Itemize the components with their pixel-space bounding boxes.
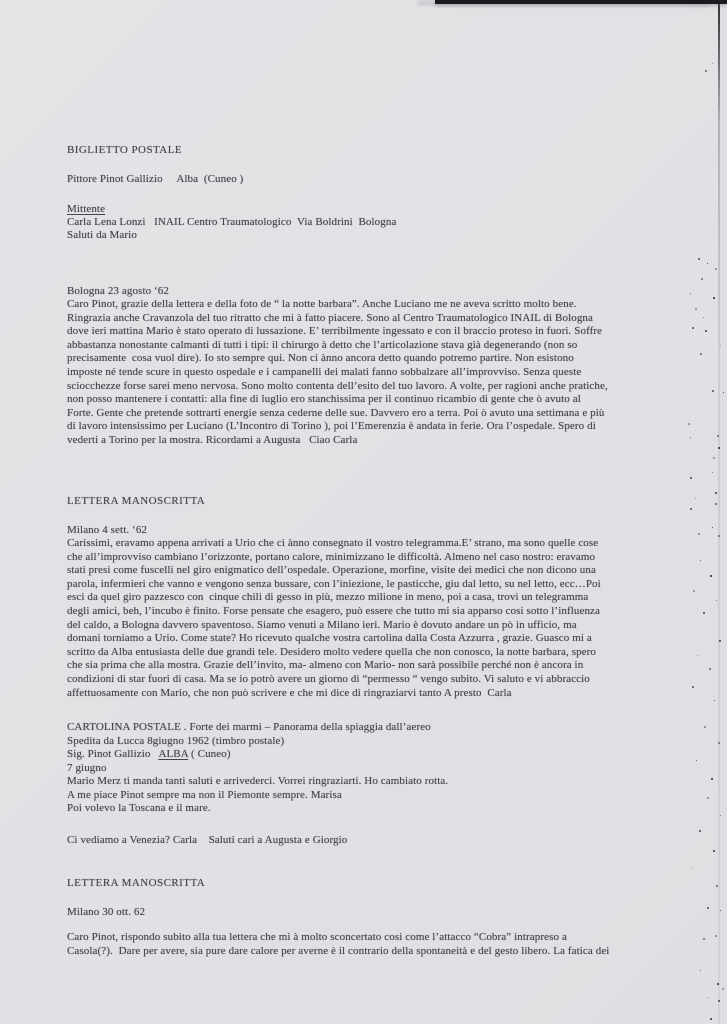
scan-speck [720,910,721,911]
paper-right-edge [718,0,720,1024]
text-line: Caro Pinot, grazie della lettera e della foto de “ la notte barbara”. Anche Luciano me ne aveva scritto molto bene. [67,298,577,310]
saluti-line: Saluti da Mario [67,229,137,241]
scan-speck [692,327,694,329]
lettera1-dateline: Milano 4 sett. ‘62 [67,524,148,536]
text-line: non posso mantenere i contatti: alla fine di luglio ero stanchissima per il continuo ricambio di gente che ò avuto al [67,393,581,406]
lettera1-body [67,537,689,700]
scan-speck [692,686,694,688]
scan-speck [690,477,692,479]
destinatario-post: ( Cuneo) [188,748,231,760]
scan-speck [699,830,701,832]
mittente-line: Carla Lena Lonzi INAIL Centro Traumatologico Via Boldrini Bologna [67,216,397,228]
scan-speck [714,700,715,701]
scan-speck [723,392,724,393]
scan-speck [709,668,711,670]
scan-speck [716,885,718,887]
scan-speck [707,907,709,909]
scan-speck [707,797,709,799]
text-line: esci da quel giro pazzesco con cinque chili di gesso in più, mezzo milione in meno, poi a casa, trovi un telegramma [67,591,589,604]
scan-speck [693,590,695,592]
text-line: stati presi come fuscelli nel giro enigmatico dell’ospedale. Operazione, morfine, visite dei medici che non dicono una [67,564,596,577]
cartolina-spedita-line: Spedita da Lucca 8giugno 1962 (timbro postale) [67,735,285,747]
text-line: abbastanza nonostante calmanti di tutti i tipi: il chirurgo à detto che l’articolazione stava già degenerando (non so [67,338,578,351]
scan-speck [695,498,696,499]
scan-speck [707,997,708,998]
text-line: parola, infermieri che vanno e vengono senza bussare, con l’iniezione, le pasticche, giu dal letto, su nel letto, ecc…Poi [67,577,601,590]
text-line: Forte. Gente che pretende sottrarti energie senza cederne delle sue. Davvero ero a terra. Poi ò avuto una settimana e più [67,406,605,419]
scan-speck [712,63,713,64]
text-line: Casola(?). Dare per avere, sia pure dare calore per averne è il contrario della spontaneità e del gesto libero. La fatica dei [67,944,610,957]
cartolina-date-line: 7 giugno [67,762,107,774]
text-line: Ringrazia anche Cravanzola del tuo ritratto che mi à fatto piacere. Sono al Centro Traumatologico INAIL di Bologna [67,311,594,324]
scan-speck [703,612,705,614]
cartolina-destinatario-line [67,748,689,762]
text-line: Mario Merz ti manda tanti saluti e arrivederci. Vorrei ringraziarti. Ho cambiato rotta. [67,775,449,787]
scan-speck [715,268,717,270]
scan-dark-strip-top [435,0,727,4]
scan-speck [720,345,721,346]
scan-speck [704,726,706,728]
biglietto-dateline: Bologna 23 agosto ‘62 [67,285,170,297]
scan-speck [700,353,702,355]
destinatario-city-underlined: ALBA [158,748,189,760]
text-line: scritto da Alba entusiasta delle due grandi tele. Desidero molto vedere quella che non conosco, la notte barbara, spero [67,645,597,658]
text-line: Poi volevo la Toscana e il mare. [67,802,211,815]
biglietto-heading: BIGLIETTO POSTALE [67,144,183,156]
text-line: di lavoro intensissimo per Luciano (L’Incontro di Torino ), poi l’Emerenzia è andata in ferie. Ora l’ospedale. Spero di [67,420,596,433]
cartolina-closing-line: Ci vediamo a Venezia? Carla Saluti cari a Augusta e Giorgio [67,834,348,846]
scan-speck [713,850,715,852]
scan-speck [711,778,713,780]
text-line: Carissimi, eravamo appena arrivati a Urio che ci ànno consegnato il vostro telegramma.E’ strano, ma sono quelle cose [67,537,599,549]
text-line: A me piace Pinot sempre ma non il Piemonte sempre. Marisa [67,788,342,801]
mittente-label: Mittente [67,203,106,215]
scan-speck [690,437,691,438]
scan-speck [720,815,721,816]
text-line: che sia prima che alla mostra. Grazie dell’invito, ma- almeno con Mario- non sarà possibile perché non è ancora in [67,659,584,672]
scan-speck [691,868,692,869]
scan-speck [698,258,700,260]
scan-speck [698,533,700,535]
scan-background-band [720,0,727,1024]
cartolina-body [67,775,689,816]
destinatario-pre: Sig. Pinot Gallizio [67,748,159,760]
biglietto-body [67,298,689,448]
text-line: che all’improvviso cambiano l’orizzonte, portano calore, minimizzano le difficoltà. Almeno nel caso nostro: eravamo [67,550,596,563]
scan-speck [713,457,715,459]
scan-speck [712,527,713,528]
scan-speck [700,970,701,971]
text-line: vederti a Torino per la mostra. Ricordami a Augusta Ciao Carla [67,433,358,446]
lettera1-heading: LETTERA MANOSCRITTA [67,495,206,507]
scan-speck [718,447,720,449]
scan-speck [716,600,717,601]
scan-speck [696,760,697,761]
scan-speck [703,938,705,940]
scan-speck [701,278,703,280]
text-line: del caldo, a Bologna davvero spaventoso. Siamo venuti a Milano ieri. Mario è dovuto andare un pò in ufficio, ma [67,618,577,631]
scan-speck [718,1000,720,1002]
scan-speck [717,983,719,985]
scan-speck [705,330,707,332]
scan-speck [700,560,701,561]
scan-speck [705,70,707,72]
scan-speck [712,390,714,392]
scan-speck [695,308,697,310]
scan-speck [690,508,692,510]
scan-speck [712,472,713,473]
scan-speck [713,297,715,299]
scan-speck [710,1018,712,1020]
scan-speck [703,317,704,318]
cartolina-heading: CARTOLINA POSTALE . Forte dei marmi – Panorama della spiaggia dall’aereo [67,721,431,733]
text-line: dove ieri mattina Mario è stato operato di lussazione. E’ terribilmente ingessato e con il braccio proteso in fuori. Soffre [67,325,603,338]
text-line: affettuosamente con Mario, che non può scrivere e che mi dice di ringraziarvi tanto A presto Carla [67,686,512,699]
text-line: domani torniamo a Urio. Come state? Ho ricevuto qualche vostra cartolina dalla Costa Azzurra , grazie. Guasco mi a [67,632,592,645]
scan-speck [697,655,698,656]
biglietto-addressee: Pittore Pinot Gallizio Alba (Cuneo ) [67,173,244,185]
scan-speck [690,293,691,294]
text-line: Caro Pinot, rispondo subito alla tua lettera che mi à molto sconcertato cosi come l’attacco “Cobra” intrapreso a [67,931,567,943]
scan-speck [707,263,708,264]
scan-speck [715,935,717,937]
text-line: precisamente cosa vuol dire). Io sto sempre qui. Non ci ànno ancora detto quando potremo partire. Non esistono [67,352,574,365]
text-line: degli amici, beh, l’incubo è finito. Forse pensate che esagero, può essere che tutto mi sia apparso cosi sotto l’influenza [67,604,601,617]
lettera2-body [67,931,689,958]
text-line: imposte né tende scure in questo ospedale e i campanelli dei malati fanno sobbalzare all’improvviso. Senza queste [67,365,582,378]
scan-speck [715,503,717,505]
lettera2-dateline: Milano 30 ott. 62 [67,906,146,918]
text-line: condizioni di star fuori di casa. Ma se io potrò avere un giorno di “permesso “ vengo subito. Vi saluto e vi abbraccio [67,672,590,685]
lettera2-heading: LETTERA MANOSCRITTA [67,877,206,889]
text-line: sciocchezze forse sarei meno nervosa. Sono molto contenta dell’esito del tuo lavoro. A volte, per ragioni anche pratiche, [67,379,608,392]
scan-speck [710,575,712,577]
